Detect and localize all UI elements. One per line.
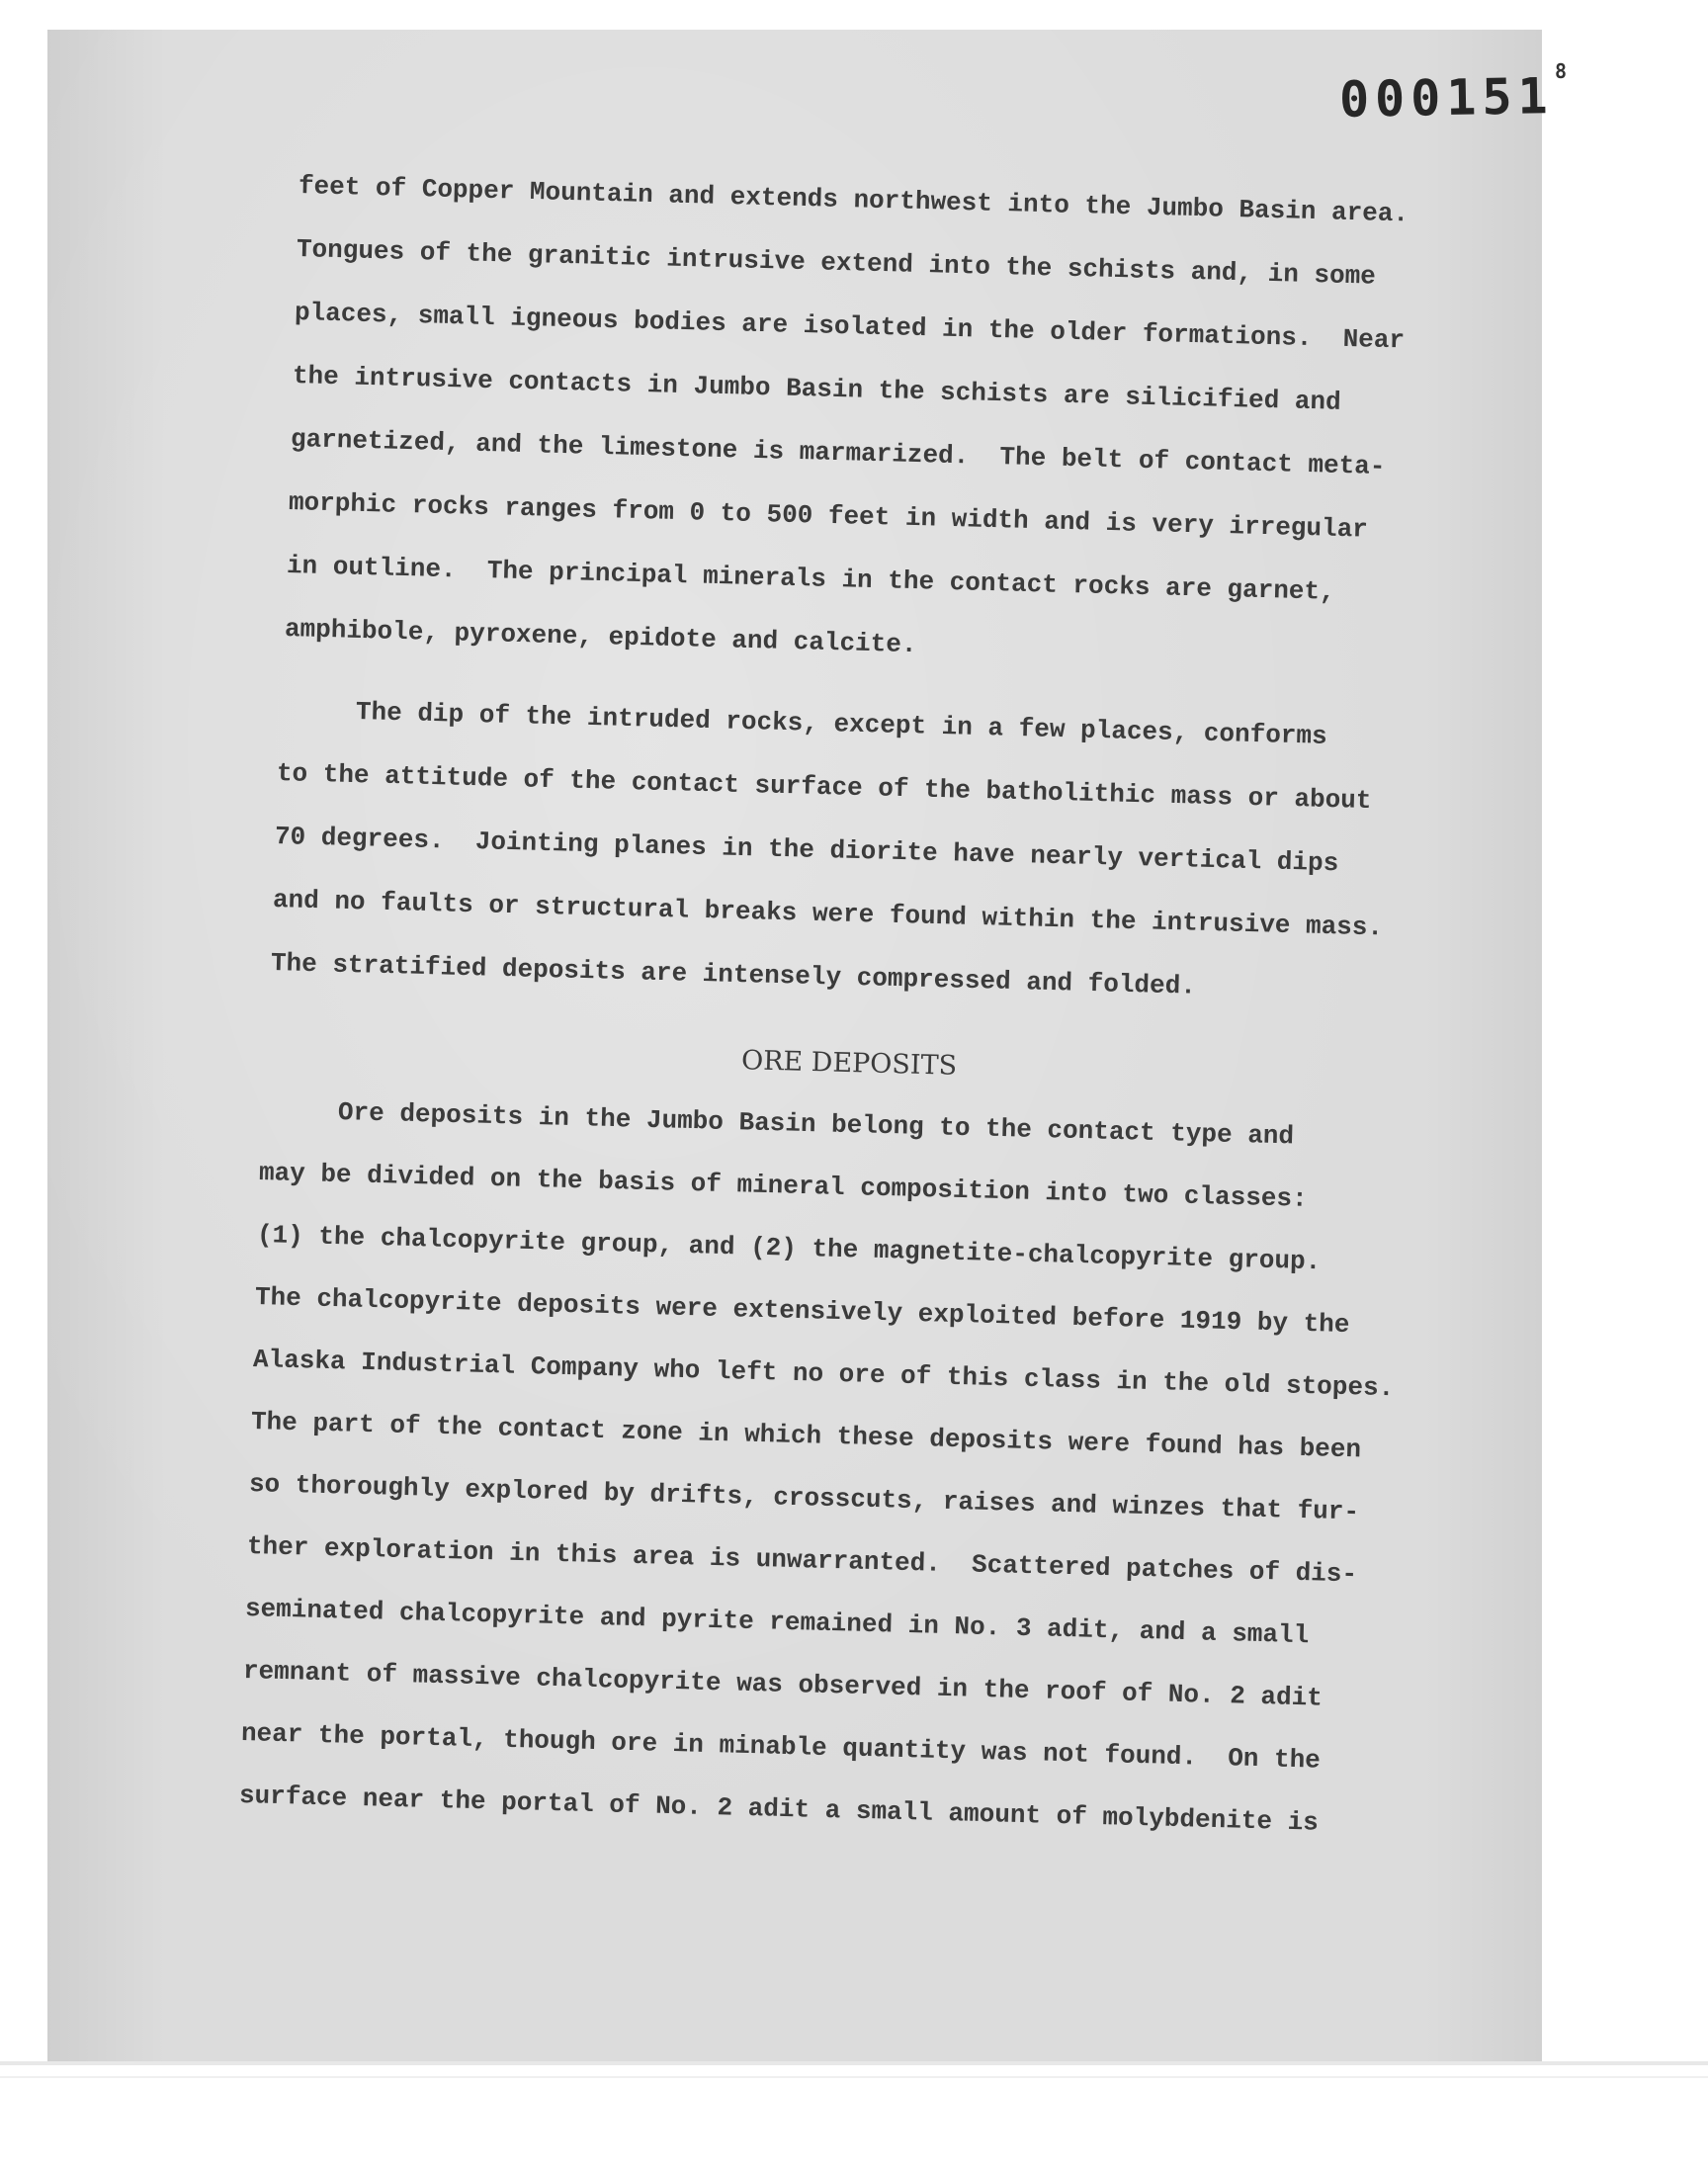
document-stamp-number: 000151	[1338, 67, 1555, 129]
paragraph-line: feet of Copper Mountain and extends northwest into the Jumbo Basin area.	[298, 171, 1409, 229]
paragraph-line: morphic rocks ranges from 0 to 500 feet in width and is very irregular	[288, 487, 1369, 545]
paragraph-line: surface near the portal of No. 2 adit a small amount of molybdenite is	[238, 1781, 1320, 1838]
paragraph-line: the intrusive contacts in Jumbo Basin the schists are silicified and	[292, 361, 1342, 417]
paragraph-line: Tongues of the granitic intrusive extend into the schists and, in some	[296, 234, 1377, 292]
paragraph-line: garnetized, and the limestone is marmarized. The belt of contact meta-	[290, 424, 1386, 482]
paragraph-line: The stratified deposits are intensely compressed and folded.	[270, 948, 1197, 1001]
paragraph-line: ther exploration in this area is unwarranted. Scattered patches of dis-	[246, 1531, 1358, 1590]
paragraph-line: places, small igneous bodies are isolated in the older formations. Near	[294, 298, 1406, 356]
paragraph-line: The part of the contact zone in which these deposits were found has been	[250, 1407, 1362, 1465]
paragraph-line: and no faults or structural breaks were found within the intrusive mass.	[272, 885, 1384, 943]
paragraph-line: (1) the chalcopyrite group, and (2) the magnetite-chalcopyrite group.	[256, 1220, 1322, 1277]
scan-edge-line	[0, 2061, 1708, 2065]
paragraph-line: near the portal, though ore in minable quantity was not found. On the	[240, 1718, 1322, 1776]
page-number: 8	[1555, 59, 1568, 83]
section-heading: ORE DEPOSITS	[740, 1045, 958, 1082]
paragraph-line: Ore deposits in the Jumbo Basin belong to the contact type and	[260, 1095, 1295, 1152]
paragraph-line: amphibole, pyroxene, epidote and calcite.	[284, 614, 917, 660]
scan-edge-line	[0, 2076, 1708, 2078]
paragraph-line: to the attitude of the contact surface of the batholithic mass or about	[276, 758, 1372, 817]
paragraph-line: seminated chalcopyrite and pyrite remained in No. 3 adit, and a small	[244, 1594, 1310, 1651]
paragraph-line: Alaska Industrial Company who left no ore of this class in the old stopes.	[252, 1345, 1395, 1404]
paragraph-line: may be divided on the basis of mineral composition into two classes:	[258, 1158, 1309, 1214]
paragraph-line: remnant of massive chalcopyrite was observed in the roof of No. 2 adit	[242, 1656, 1324, 1713]
paragraph-line: The chalcopyrite deposits were extensively exploited before 1919 by the	[254, 1282, 1350, 1341]
paragraph-line: in outline. The principal minerals in the contact rocks are garnet,	[286, 551, 1336, 607]
paragraph-line: 70 degrees. Jointing planes in the diorite have nearly vertical dips	[274, 822, 1339, 879]
paragraph-line: The dip of the intruded rocks, except in a few places, conforms	[278, 695, 1328, 751]
paragraph-line: so thoroughly explored by drifts, crosscuts, raises and winzes that fur-	[248, 1469, 1360, 1527]
